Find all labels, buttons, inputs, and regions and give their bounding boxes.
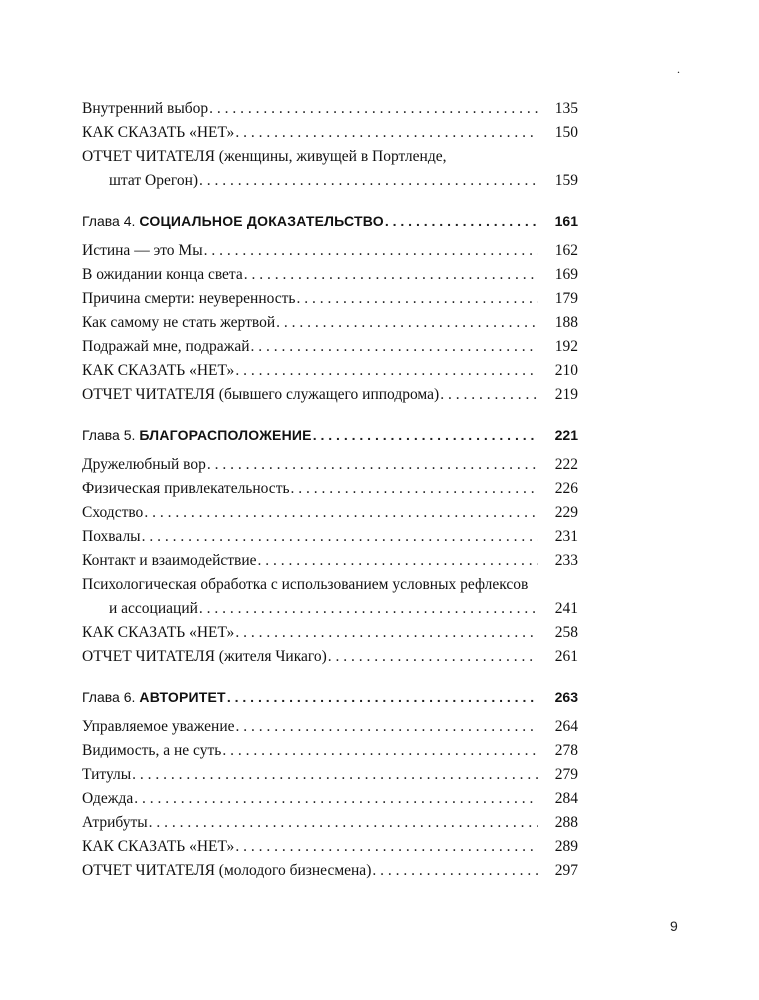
toc-entry-page: 162 <box>554 242 578 259</box>
toc-entry[interactable] <box>82 811 578 835</box>
toc-entry[interactable] <box>82 287 578 311</box>
toc-entry-page: 179 <box>554 290 578 307</box>
toc-entry-page: 231 <box>554 528 578 545</box>
toc-entry-title: ОТЧЕТ ЧИТАТЕЛЯ (жителя Чикаго) <box>82 648 327 665</box>
dot-leader <box>199 169 538 193</box>
page-number: 9 <box>670 918 678 934</box>
dot-leader <box>440 383 538 407</box>
toc-entry[interactable] <box>82 477 578 501</box>
toc-entry-page: 222 <box>554 456 578 473</box>
dot-leader <box>235 121 538 145</box>
toc-entry-title: Подражай мне, подражай <box>82 338 250 355</box>
toc-entry[interactable] <box>82 335 578 359</box>
dot-leader <box>142 525 538 549</box>
dot-leader <box>236 715 539 739</box>
chapter-heading-4[interactable] <box>82 209 578 233</box>
toc-entry-page: 258 <box>554 624 578 641</box>
dot-leader <box>251 335 538 359</box>
toc-entry-page: 264 <box>554 718 578 735</box>
toc-entry[interactable] <box>82 859 578 883</box>
dot-leader <box>227 685 538 709</box>
toc-entry[interactable] <box>82 359 578 383</box>
toc-entry-title: Одежда <box>82 790 134 807</box>
toc-entry[interactable] <box>82 739 578 763</box>
dot-leader <box>199 597 538 621</box>
toc-entry-page: 233 <box>554 552 578 569</box>
toc-entry-title: Причина смерти: неуверенность <box>82 290 296 307</box>
chapter-page: 161 <box>554 213 578 229</box>
toc-entry[interactable] <box>82 383 578 407</box>
toc-entry-page: 229 <box>554 504 578 521</box>
chapter-label: Глава 4. <box>82 213 136 229</box>
toc-entry[interactable] <box>82 263 578 287</box>
dot-leader <box>328 645 538 669</box>
chapter-name: АВТОРИТЕТ <box>139 689 226 705</box>
toc-entry-multiline[interactable] <box>82 573 578 621</box>
dot-leader <box>207 453 538 477</box>
toc-entry-title: КАК СКАЗАТЬ «НЕТ» <box>82 362 235 379</box>
dot-leader <box>372 859 538 883</box>
toc-entry-page: 279 <box>554 766 578 783</box>
toc-entry-title: Управляемое уважение <box>82 718 235 735</box>
toc-entry-title: ОТЧЕТ ЧИТАТЕЛЯ (молодого бизнесмена) <box>82 862 372 879</box>
toc-entry-page: 226 <box>554 480 578 497</box>
toc-entry-title: Физическая привлекательность <box>82 480 290 497</box>
toc-entry[interactable] <box>82 835 578 859</box>
chapter-heading-6[interactable] <box>82 685 578 709</box>
chapter-label: Глава 6. <box>82 689 136 705</box>
dot-leader <box>235 835 538 859</box>
toc-entry-title: ОТЧЕТ ЧИТАТЕЛЯ (бывшего служащего ипподрома) <box>82 386 440 403</box>
toc-entry[interactable] <box>82 549 578 573</box>
dot-leader <box>222 739 538 763</box>
toc-entry-page: 169 <box>554 266 578 283</box>
chapter-page: 221 <box>554 427 578 443</box>
toc-entry-page: 289 <box>554 838 578 855</box>
dot-leader <box>144 501 538 525</box>
toc-entry-page: 219 <box>554 386 578 403</box>
toc-entry-title: Атрибуты <box>82 814 148 831</box>
dot-leader <box>149 811 538 835</box>
toc-entry-title: КАК СКАЗАТЬ «НЕТ» <box>82 838 235 855</box>
toc-entry-title-line1: ОТЧЕТ ЧИТАТЕЛЯ (женщины, живущей в Портленде, <box>82 148 447 165</box>
toc-entry-page: 297 <box>554 862 578 879</box>
toc-entry-page: 192 <box>554 338 578 355</box>
toc-entry-page: 150 <box>554 124 578 141</box>
toc-entry-page: 210 <box>554 362 578 379</box>
toc-entry[interactable] <box>82 621 578 645</box>
toc-entry-page: 261 <box>554 648 578 665</box>
toc-entry-title: Сходство <box>82 504 144 521</box>
dot-leader <box>385 209 538 233</box>
toc-entry[interactable] <box>82 645 578 669</box>
toc-entry-page: 278 <box>554 742 578 759</box>
chapter-name: СОЦИАЛЬНОЕ ДОКАЗАТЕЛЬСТВО <box>139 213 384 229</box>
toc-entry-title: Дружелюбный вор <box>82 456 206 473</box>
toc-entry[interactable] <box>82 715 578 739</box>
toc-entry-title: В ожидании конца света <box>82 266 243 283</box>
dot-leader <box>204 239 538 263</box>
dot-leader <box>296 287 538 311</box>
toc-entry-title: Как самому не стать жертвой <box>82 314 276 331</box>
dot-leader <box>235 621 538 645</box>
toc-entry-page: 188 <box>554 314 578 331</box>
dot-leader <box>209 97 538 121</box>
toc-entry[interactable] <box>82 787 578 811</box>
toc-entry-title: Внутренний выбор <box>82 100 209 117</box>
toc-entry-title-line1: Психологическая обработка с использованием условных рефлексов <box>82 576 529 593</box>
toc-entry[interactable] <box>82 763 578 787</box>
toc-entry-multiline[interactable] <box>82 145 578 193</box>
chapter-label: Глава 5. <box>82 427 136 443</box>
toc-entry-page: 135 <box>554 100 578 117</box>
toc-entry-page: 284 <box>554 790 578 807</box>
toc-entry-page: 241 <box>554 600 578 617</box>
toc-entry-title: Контакт и взаимодействие <box>82 552 257 569</box>
toc-entry[interactable] <box>82 121 578 145</box>
toc-entry[interactable] <box>82 97 578 121</box>
corner-mark: . <box>677 62 680 76</box>
dot-leader <box>244 263 538 287</box>
chapter-name: БЛАГОРАСПОЛОЖЕНИЕ <box>139 427 312 443</box>
toc-entry-title: Видимость, а не суть <box>82 742 222 759</box>
toc-entry-title: Похвалы <box>82 528 141 545</box>
dot-leader <box>313 423 538 447</box>
toc-entry-title: Титулы <box>82 766 132 783</box>
toc-entry-page: 288 <box>554 814 578 831</box>
toc-entry-title-line2: и ассоциаций <box>109 600 198 617</box>
toc-entry[interactable] <box>82 525 578 549</box>
dot-leader <box>258 549 538 573</box>
toc-entry-title: КАК СКАЗАТЬ «НЕТ» <box>82 624 235 641</box>
dot-leader <box>276 311 538 335</box>
toc-entry[interactable] <box>82 239 578 263</box>
toc-entry[interactable] <box>82 311 578 335</box>
table-of-contents <box>82 97 578 883</box>
toc-entry[interactable] <box>82 501 578 525</box>
chapter-page: 263 <box>554 689 578 705</box>
dot-leader <box>132 763 538 787</box>
toc-entry-title: Истина — это Мы <box>82 242 203 259</box>
toc-entry-page: 159 <box>554 172 578 189</box>
dot-leader <box>134 787 538 811</box>
chapter-heading-5[interactable] <box>82 423 578 447</box>
toc-entry-title-line2: штат Орегон) <box>109 172 199 189</box>
dot-leader <box>291 477 538 501</box>
toc-entry[interactable] <box>82 453 578 477</box>
dot-leader <box>235 359 538 383</box>
toc-entry-title: КАК СКАЗАТЬ «НЕТ» <box>82 124 235 141</box>
